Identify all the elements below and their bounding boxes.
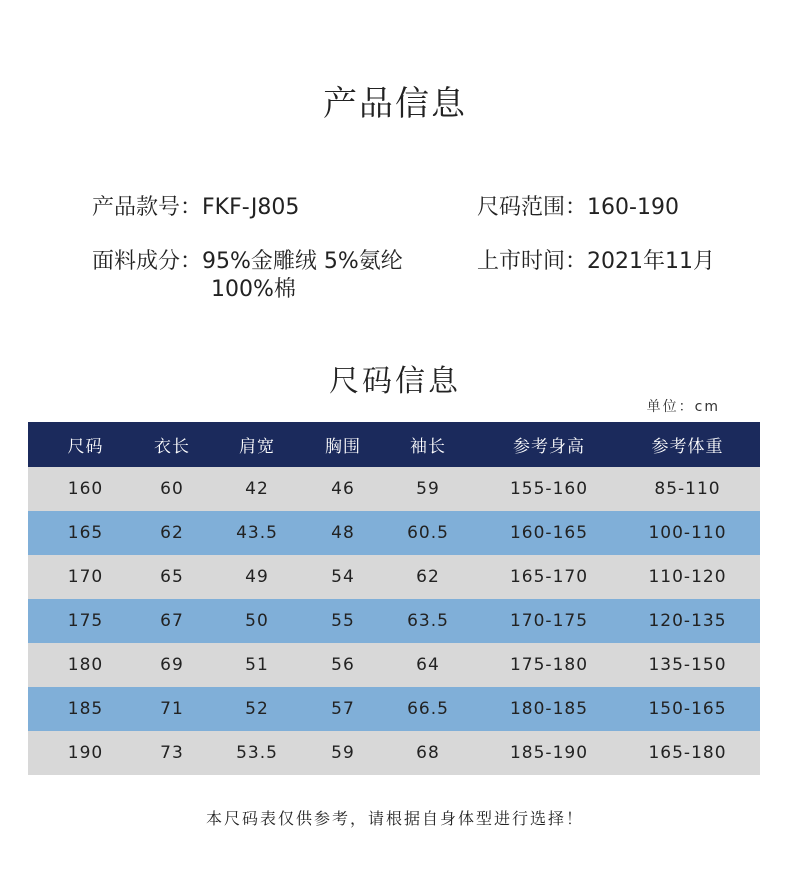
cell-chest: 59 xyxy=(331,743,355,763)
cell-shoulder: 42 xyxy=(245,479,269,499)
cell-length: 67 xyxy=(160,611,184,631)
header-shoulder: 肩宽 xyxy=(239,437,275,457)
cell-length: 62 xyxy=(160,523,184,543)
size-table xyxy=(28,422,760,775)
cell-ref-weight: 110-120 xyxy=(648,567,727,587)
release-value: 2021年11月 xyxy=(587,249,715,274)
unit-label: 单位：cm xyxy=(646,399,720,415)
fabric-label: 面料成分： xyxy=(92,249,203,274)
cell-size: 160 xyxy=(67,479,104,499)
release-label: 上市时间： xyxy=(477,249,588,274)
fabric-value-line2: 100%棉 xyxy=(211,277,296,302)
cell-chest: 48 xyxy=(331,523,355,543)
size-range-label: 尺码范围： xyxy=(477,195,588,220)
size-info-title: 尺码信息 xyxy=(329,364,461,399)
table-row xyxy=(28,731,760,775)
cell-shoulder: 51 xyxy=(245,655,269,675)
cell-chest: 57 xyxy=(331,699,355,719)
model-number xyxy=(92,194,299,222)
header-chest: 胸围 xyxy=(325,437,361,457)
cell-length: 65 xyxy=(160,567,184,587)
table-row xyxy=(28,643,760,687)
table-row xyxy=(28,467,760,511)
fabric-composition xyxy=(92,248,403,304)
cell-ref-height: 170-175 xyxy=(509,611,589,631)
cell-chest: 54 xyxy=(331,567,355,587)
size-range xyxy=(477,194,679,222)
size-table-header xyxy=(28,422,760,467)
table-row xyxy=(28,555,760,599)
cell-ref-height: 155-160 xyxy=(509,479,589,499)
cell-ref-height: 180-185 xyxy=(509,699,589,719)
cell-size: 165 xyxy=(67,523,104,543)
model-number-value: FKF-J805 xyxy=(202,195,300,220)
cell-sleeve: 60.5 xyxy=(407,523,449,543)
cell-ref-weight: 135-150 xyxy=(648,655,727,675)
cell-size: 190 xyxy=(67,743,104,763)
cell-ref-height: 175-180 xyxy=(509,655,589,675)
table-row xyxy=(28,687,760,731)
cell-size: 170 xyxy=(67,567,104,587)
table-row xyxy=(28,511,760,555)
cell-sleeve: 59 xyxy=(416,479,440,499)
cell-shoulder: 49 xyxy=(245,567,269,587)
cell-shoulder: 43.5 xyxy=(236,523,278,543)
release-date xyxy=(477,248,715,276)
cell-sleeve: 68 xyxy=(416,743,440,763)
header-ref-height: 参考身高 xyxy=(513,437,585,457)
header-sleeve: 袖长 xyxy=(410,437,446,457)
fabric-value-line1: 95%金雕绒 5%氨纶 xyxy=(202,249,403,274)
product-info-title: 产品信息 xyxy=(323,84,467,124)
cell-ref-height: 165-170 xyxy=(509,567,589,587)
cell-sleeve: 63.5 xyxy=(407,611,449,631)
cell-length: 71 xyxy=(160,699,184,719)
cell-shoulder: 52 xyxy=(245,699,269,719)
footnote: 本尺码表仅供参考，请根据自身体型进行选择！ xyxy=(205,809,584,828)
cell-length: 73 xyxy=(160,743,184,763)
cell-chest: 56 xyxy=(331,655,355,675)
cell-shoulder: 50 xyxy=(245,611,269,631)
size-range-value: 160-190 xyxy=(587,195,679,220)
size-table-body xyxy=(28,467,760,775)
cell-ref-height: 185-190 xyxy=(509,743,589,763)
cell-size: 180 xyxy=(67,655,104,675)
cell-size: 185 xyxy=(67,699,104,719)
cell-chest: 55 xyxy=(331,611,355,631)
header-length: 衣长 xyxy=(154,437,190,457)
cell-shoulder: 53.5 xyxy=(236,743,278,763)
cell-sleeve: 66.5 xyxy=(407,699,449,719)
cell-length: 69 xyxy=(160,655,184,675)
cell-size: 175 xyxy=(67,611,104,631)
cell-sleeve: 62 xyxy=(416,567,440,587)
cell-ref-weight: 120-135 xyxy=(648,611,727,631)
header-size: 尺码 xyxy=(67,437,104,457)
cell-ref-weight: 85-110 xyxy=(654,479,721,499)
cell-ref-height: 160-165 xyxy=(509,523,589,543)
cell-ref-weight: 165-180 xyxy=(648,743,727,763)
model-number-label: 产品款号： xyxy=(92,195,203,220)
cell-ref-weight: 100-110 xyxy=(648,523,727,543)
cell-length: 60 xyxy=(160,479,184,499)
cell-chest: 46 xyxy=(331,479,355,499)
header-ref-weight: 参考体重 xyxy=(651,437,724,457)
cell-sleeve: 64 xyxy=(416,655,440,675)
cell-ref-weight: 150-165 xyxy=(648,699,727,719)
table-row xyxy=(28,599,760,643)
